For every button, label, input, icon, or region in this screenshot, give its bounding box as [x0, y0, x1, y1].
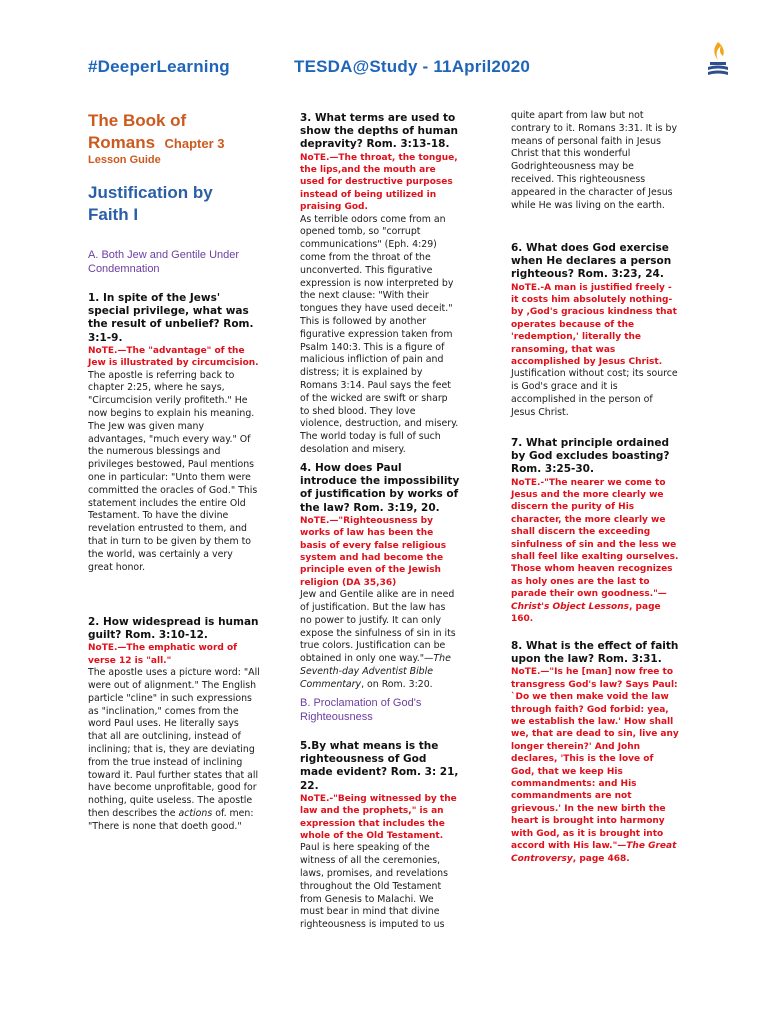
question-7-note: NoTE.-"The nearer we come to Jesus and the more clearly we discern the purity of His character, the more clearly we shall discern the exceeding sinfulness of sin and the less we shall feel like exalting ourselves. Those whom heaven recognizes as holy ones are the last to parade their own goodness."—Christ's Object Lessons, page 160.	[511, 477, 679, 625]
question-7-text: 7. What principle ordained by God excludes boasting? Rom. 3:25-30.	[511, 437, 670, 476]
question-2-note: NoTE.—The emphatic word of verse 12 is "all."	[88, 643, 238, 666]
question-8	[511, 640, 679, 865]
hashtag-header: #DeeperLearning	[88, 57, 230, 76]
question-1	[88, 292, 260, 574]
question-5-text: 5.By what means is the righteousness of God made evident? Rom. 3: 21, 22.	[300, 740, 459, 792]
question-2-body: The apostle uses a picture word: "All were out of alignment." The English particle "cline" in such expressions as "inclination," comes from the word Paul uses. He literally says that all are outclining, instead of inclining; that is, they are deviating from the true instead of inclining toward it. Paul further states that all have become unprofitable, good for nothing, quite useless. The apostle then describes the actions of. men: "There is none that doeth good."	[88, 667, 260, 832]
question-4-note: NoTE.—"Righteousness by works of law has been the basis of every false religious system and had become the principle even of the Jewish religion (DA 35,36)	[300, 515, 447, 588]
question-8-note: NoTE.—"Is he [man] now free to transgress God's law? Says Paul: `Do we then make void the law through faith? God forbid: yea, we establish the law.' How shall we, that are dead to sin, live any longer therein?' And John declares, 'This is the love of God, that we keep His commandments: and His commandments are not grievous.' In the new birth the heart is brought into harmony with God, as it is brought into accord with His law."—The Great Controversy, page 468.	[511, 667, 679, 864]
column-3-continuation: quite apart from law but not contrary to it. Romans 3:31. It is by means of personal faith in Jesus Christ that this wonderful Godrighteousness may be received. This righteousness appeared in the character of Jesus while He was living on the earth.	[511, 110, 678, 211]
question-3	[300, 112, 460, 457]
question-5	[300, 740, 460, 932]
question-4-body-italic: The Seventh-day Adventist Bible Commentary	[300, 653, 451, 690]
study-date-header: TESDA@Study - 11April2020	[294, 57, 531, 76]
question-4	[300, 462, 460, 692]
question-3-text: 3. What terms are used to show the depths of human depravity? Rom. 3:13-18.	[300, 112, 459, 151]
topic-title	[88, 182, 263, 226]
question-2-body-italic: actions	[178, 807, 213, 819]
question-5-note: NoTE.-"Being witnessed by the law and the prophets," is an expression that includes the whole of the Old Testament.	[300, 793, 457, 842]
question-8-note-italic: The Great Controversy	[511, 841, 677, 864]
question-4-text: 4. How does Paul introduce the impossibility of justification by works of the law? Rom. 3:19, 20.	[300, 462, 460, 514]
question-6-body: Justification without cost; its source is God's grace and it is accomplished in the person of Jesus Christ.	[511, 368, 678, 418]
book-title-line1: The Book of	[88, 111, 187, 130]
book-title	[88, 110, 263, 155]
lesson-guide-label: Lesson Guide	[88, 154, 161, 166]
question-3-note: NoTE.—The throat, the tongue, the lips,and the mouth are used for destructive purposes instead of being utilized in praising God.	[300, 152, 458, 213]
question-8-text: 8. What is the effect of faith upon the law? Rom. 3:31.	[511, 640, 679, 666]
question-2	[88, 616, 260, 834]
question-5-body: Paul is here speaking of the witness of all the ceremonies, laws, promises, and revelations throughout the Old Testament from Genesis to Malachi. We must bear in mind that divine righteousness is imputed to us	[300, 842, 448, 931]
question-6-text: 6. What does God exercise when He declares a person righteous? Rom. 3:23, 24.	[511, 242, 672, 281]
question-7-note-italic: Christ's Object Lessons	[511, 601, 629, 612]
section-b-heading: B. Proclamation of God's Righteousness	[300, 697, 422, 723]
question-2-text: 2. How widespread is human guilt? Rom. 3:10-12.	[88, 616, 259, 642]
chapter-label: Chapter 3	[164, 136, 225, 151]
topic-title-line1: Justification by	[88, 183, 213, 202]
topic-title-line2: Faith I	[88, 205, 139, 224]
question-1-note: NoTE.—The "advantage" of the Jew is illustrated by circumcision.	[88, 345, 259, 369]
question-3-body: As terrible odors come from an opened tomb, so "corrupt communications" (Eph. 4:29) come from the throat of the unconverted. This figurative expression is now interpreted by the next clause: "With their tongues they have used deceit." This is followed by another figurative expression taken from Psalm 140:3. This is a figure of malicious infliction of pain and distress; it is explained by Romans 3:14. Paul says the feet of the wicked are swift or sharp to shed blood. They love violence, destruction, and misery. The world today is full of such desolation and misery.	[300, 213, 459, 455]
church-logo-icon	[704, 40, 732, 80]
question-6-note: NoTE.-A man is justified freely -it costs him absolutely nothing-by ,God's gracious kindness that operates because of the 'redemption,' literally the ransoming, that was accomplished by Jesus Christ.	[511, 282, 677, 368]
question-4-body: Jew and Gentile alike are in need of justification. But the law has no power to justify. It can only expose the sinfulness of sin in its true colors. Justification can be obtained in only one way."—The Seventh-day Adventist Bible Commentary, on Rom. 3:20.	[300, 589, 456, 690]
book-title-line2: Romans	[88, 133, 156, 152]
question-6	[511, 242, 679, 420]
question-1-body: The apostle is referring back to chapter 2:25, where he says, "Circumcision verily profiteth." He now begins to explain his meaning. The Jew was given many advantages, "much every way." Of the numerous blessings and privileges bestowed, Paul mentions one in particular: "Unto them were committed the oracles of God." This statement includes the entire Old Testament. To have the divine revelation entrusted to them, and that in turn to be given by them to the world, was certainly a very great honor.	[88, 369, 258, 573]
question-7	[511, 437, 679, 625]
section-a-heading: A. Both Jew and Gentile Under Condemnation	[88, 249, 240, 275]
question-1-text: 1. In spite of the Jews' special privilege, what was the result of unbelief? Rom. 3:1-9.	[88, 292, 254, 344]
